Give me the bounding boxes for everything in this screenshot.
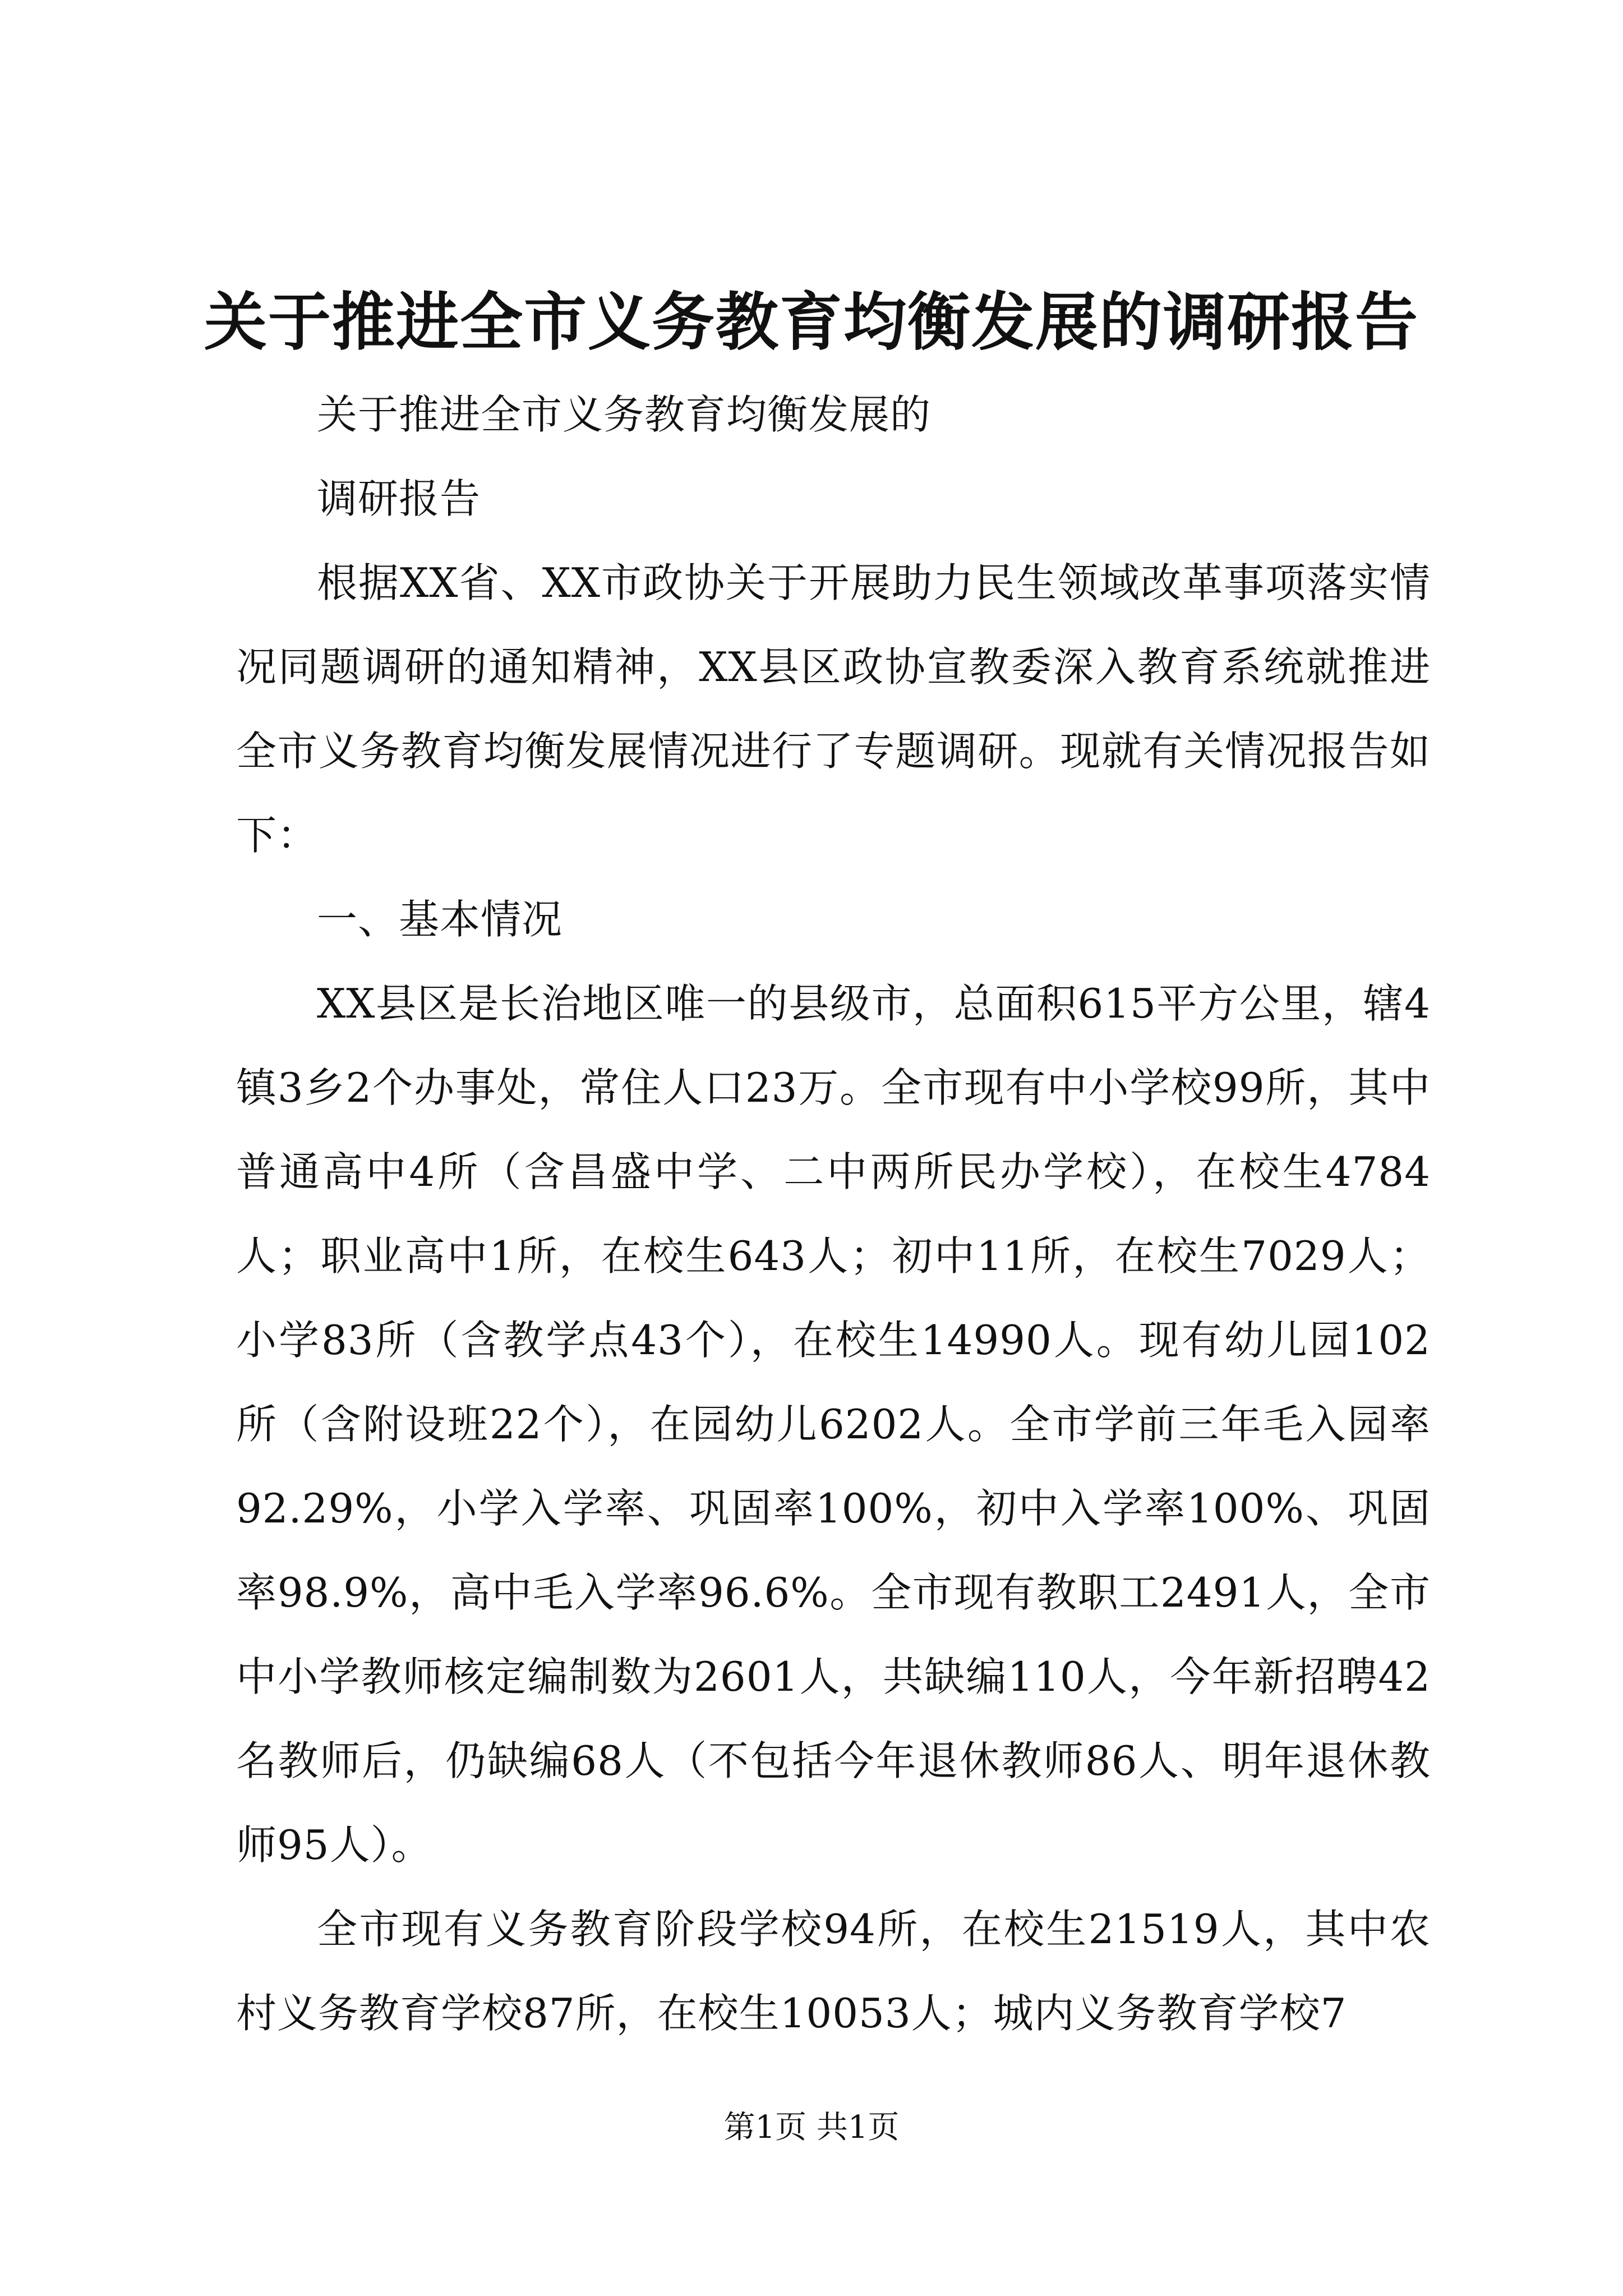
section-heading: 一、基本情况 xyxy=(317,896,563,943)
intro-paragraph: 根据XX省、XX市政协关于开展助力民生领域改革事项落实情况同题调研的通知精神，XX县区政协宣教委深入教育系统就推进全市义务教育均衡发展情况进行了专题调研。现就有关情况报告如下： xyxy=(236,559,1431,859)
subtitle-line-1: 关于推进全市义务教育均衡发展的 xyxy=(317,391,932,438)
subtitle-line-2: 调研报告 xyxy=(317,475,481,522)
document-body xyxy=(236,372,1431,2055)
compulsory-education-paragraph: 全市现有义务教育阶段学校94所，在校生21519人，其中农村义务教育学校87所，在校生10053人；城内义务教育学校7 xyxy=(236,1906,1431,2037)
basic-info-paragraph: XX县区是长治地区唯一的县级市，总面积615平方公里，辖4镇3乡2个办事处，常住人口23万。全市现有中小学校99所，其中普通高中4所（含昌盛中学、二中两所民办学校），在校生4784人；职业高中1所，在校生643人；初中11所，在校生7029人；小学83所（含教学点43个），在校生14990人。现有幼儿园102所（含附设班22个），在园幼儿6202人。全市学前三年毛入园率92.29%，小学入学率、巩固率100%，初中入学率100%、巩固率98.9%，高中毛入学率96.6%。全市现有教职工2491人，全市中小学教师核定编制数为2601人，共缺编110人，今年新招聘42名教师后，仍缺编68人（不包括今年退休教师86人、明年退休教师95人）。 xyxy=(236,980,1431,1869)
document-title: 关于推进全市义务教育均衡发展的调研报告 xyxy=(204,286,1419,359)
page-footer: 第1页 共1页 xyxy=(723,2109,900,2146)
